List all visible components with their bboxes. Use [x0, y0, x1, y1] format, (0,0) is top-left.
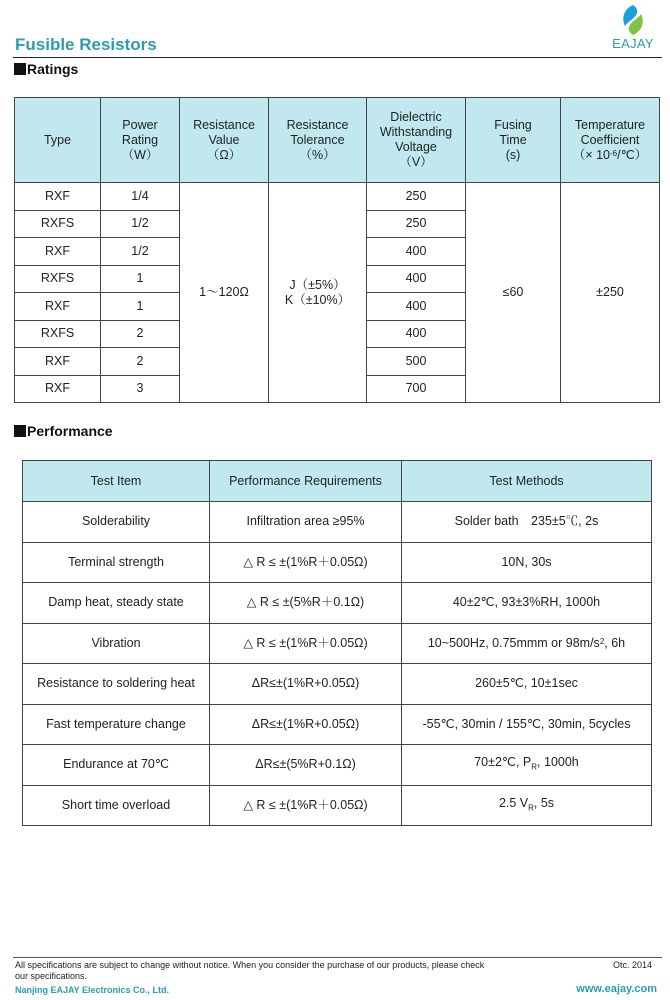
- cell-type: RXF: [15, 183, 101, 211]
- page-title: Fusible Resistors: [15, 35, 157, 54]
- performance-table: [22, 460, 652, 826]
- cell-requirement: ΔR≤±(1%R+0.05Ω): [210, 704, 402, 745]
- cell-test-method: 10~500Hz, 0.75mmm or $98m/s^2$, 6h: [402, 623, 652, 664]
- cell-type: RXF: [15, 375, 101, 403]
- cell-requirement: ΔR≤±(5%R+0.1Ω): [210, 745, 402, 786]
- col-fusing-time: Fusing Time (s): [466, 98, 561, 183]
- ratings-row: [15, 183, 660, 211]
- cell-power-rating: 3: [101, 375, 180, 403]
- ratings-heading: [14, 61, 78, 77]
- col-dielectric-voltage: Dielectric Withstanding Voltage （V）: [367, 98, 466, 183]
- cell-test-method: Solder bath 235±5℃, 2s: [402, 502, 652, 543]
- cell-test-item: Terminal strength: [23, 542, 210, 583]
- cell-test-method: 260±5℃, 10±1sec: [402, 664, 652, 705]
- cell-requirement: △ R ≤ ±(1%R＋0.05Ω): [210, 785, 402, 826]
- performance-row: [23, 542, 652, 583]
- col-temp-coefficient: Temperature Coefficient （× $10^{-6}/℃$）: [561, 98, 660, 183]
- performance-row: [23, 785, 652, 826]
- cell-test-item: Resistance to soldering heat: [23, 664, 210, 705]
- performance-row: [23, 664, 652, 705]
- ratings-header-row: [15, 98, 660, 183]
- col-resistance-value: Resistance Value （Ω）: [180, 98, 269, 183]
- cell-requirement: △ R ≤ ±(1%R＋0.05Ω): [210, 542, 402, 583]
- cell-type: RXF: [15, 293, 101, 321]
- footer-company: Nanjing EAJAY Electronics Co., Ltd.: [15, 985, 170, 995]
- cell-type: RXFS: [15, 320, 101, 348]
- cell-power-rating: 1/2: [101, 210, 180, 238]
- cell-test-method: -55℃, 30min / 155℃, 30min, 5cycles: [402, 704, 652, 745]
- section-square-icon: [14, 63, 26, 75]
- footer-disclaimer: All specifications are subject to change without notice. When you consider the purchase of our products, please check our specifications.: [15, 960, 485, 981]
- cell-test-method: 40±2℃, 93±3%RH, 1000h: [402, 583, 652, 624]
- cell-resistance-value: 1～120Ω: [180, 183, 269, 403]
- cell-type: RXFS: [15, 265, 101, 293]
- cell-power-rating: 2: [101, 320, 180, 348]
- cell-voltage: 400: [367, 320, 466, 348]
- ratings-table: [14, 97, 660, 403]
- cell-voltage: 250: [367, 210, 466, 238]
- cell-test-item: Endurance at 70℃: [23, 745, 210, 786]
- col-power-rating: Power Rating （W）: [101, 98, 180, 183]
- cell-voltage: 400: [367, 293, 466, 321]
- cell-power-rating: 1/4: [101, 183, 180, 211]
- cell-voltage: 400: [367, 265, 466, 293]
- cell-requirement: △ R ≤ ±(5%R＋0.1Ω): [210, 583, 402, 624]
- cell-power-rating: 1: [101, 293, 180, 321]
- performance-heading: [14, 423, 113, 439]
- performance-header-row: [23, 461, 652, 502]
- logo-text: EAJAY: [612, 36, 654, 51]
- cell-voltage: 400: [367, 238, 466, 266]
- footer-website-link[interactable]: www.eajay.com: [576, 983, 657, 995]
- cell-voltage: 700: [367, 375, 466, 403]
- section-square-icon: [14, 425, 26, 437]
- col-type: Type: [15, 98, 101, 183]
- cell-test-item: Fast temperature change: [23, 704, 210, 745]
- cell-resistance-tolerance: [269, 183, 367, 403]
- tolerance-k: K（±10%）: [284, 292, 351, 307]
- performance-row: [23, 704, 652, 745]
- col-performance-requirements: Performance Requirements: [210, 461, 402, 502]
- cell-voltage: 500: [367, 348, 466, 376]
- cell-power-rating: 2: [101, 348, 180, 376]
- cell-requirement: ΔR≤±(1%R+0.05Ω): [210, 664, 402, 705]
- cell-voltage: 250: [367, 183, 466, 211]
- cell-test-item: Damp heat, steady state: [23, 583, 210, 624]
- cell-type: RXF: [15, 348, 101, 376]
- header-divider: [13, 57, 662, 58]
- performance-row: [23, 745, 652, 786]
- company-logo: [609, 4, 657, 54]
- cell-requirement: Infiltration area ≥95%: [210, 502, 402, 543]
- cell-test-method: 10N, 30s: [402, 542, 652, 583]
- ratings-heading-text: Ratings: [27, 61, 79, 77]
- cell-test-method: 70±2℃, $P_R$, 1000h: [402, 745, 652, 786]
- col-test-methods: Test Methods: [402, 461, 652, 502]
- footer-date: Otc. 2014: [612, 960, 652, 970]
- footer-divider: [13, 957, 662, 958]
- cell-power-rating: 1: [101, 265, 180, 293]
- performance-row: [23, 623, 652, 664]
- cell-test-item: Vibration: [23, 623, 210, 664]
- col-resistance-tolerance: Resistance Tolerance （%）: [269, 98, 367, 183]
- cell-test-item: Short time overload: [23, 785, 210, 826]
- performance-row: [23, 583, 652, 624]
- cell-fusing-time: ≤60: [466, 183, 561, 403]
- cell-temp-coefficient: ±250: [561, 183, 660, 403]
- col-test-item: Test Item: [23, 461, 210, 502]
- cell-power-rating: 1/2: [101, 238, 180, 266]
- tolerance-j: J（±5%）: [289, 277, 346, 292]
- cell-requirement: △ R ≤ ±(1%R＋0.05Ω): [210, 623, 402, 664]
- leaf-logo-icon: [620, 4, 646, 36]
- cell-type: RXF: [15, 238, 101, 266]
- cell-test-method: 2.5 $V_R$, 5s: [402, 785, 652, 826]
- performance-heading-text: Performance: [27, 423, 113, 439]
- performance-row: [23, 502, 652, 543]
- cell-test-item: Solderability: [23, 502, 210, 543]
- cell-type: RXFS: [15, 210, 101, 238]
